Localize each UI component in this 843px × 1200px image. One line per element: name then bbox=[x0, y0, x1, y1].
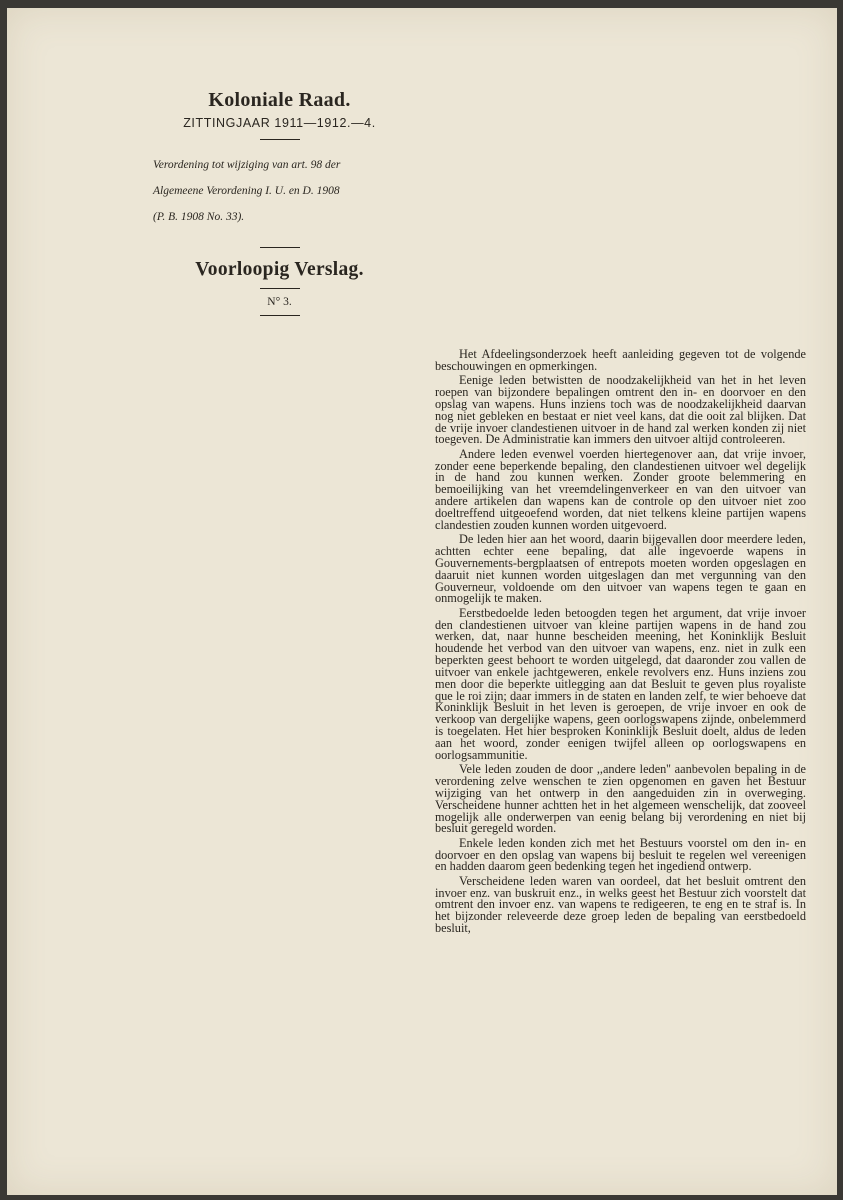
subject-line: (P. B. 1908 No. 33). bbox=[153, 211, 245, 223]
paragraph: Het Afdeelingsonderzoek heeft aanleiding gegeven tot de volgende beschouwingen en opmerkingen. bbox=[435, 347, 806, 373]
subject-description bbox=[147, 146, 412, 237]
report-number: N° 3. bbox=[267, 296, 292, 308]
paragraph: Eerstbedoelde leden betoogden tegen het argument, dat vrije invoer den clandestienen uitvoer van kleine partijen wapens in de hand zou werken, dat, naar hunne bescheiden meening, het Koninklijk Besluit houdende het verbod van den uitvoer van wapens, enz. niet in zulk een beperkten geest behoort te worden uitgelegd, dat daaronder zou vallen de uitvoer van enkele jachtgeweren, enkele revolvers enz. Huns inziens zou men door die beperkte uitlegging aan dat Besluit te geven plus royaliste que le roi zijn; daar immers in de staten en landen zelf, te wier behoeve dat Koninklijk Besluit in het leven is geroepen, de vrije invoer en ook de verkoop van dergelijke wapens, geen oorlogswapens zijnde, onbelemmerd is toegelaten. Het hier besproken Koninklijk Besluit doelt, aldus de leden aan het woord, zonder eenigen twijfel alleen op oorlogswapens en oorlogsammunitie. bbox=[435, 605, 806, 762]
divider bbox=[260, 288, 300, 289]
subject-line: Verordening tot wijziging van art. 98 der bbox=[153, 159, 341, 171]
divider bbox=[260, 315, 300, 316]
paragraph: Andere leden evenwel voerden hiertegenover aan, dat vrije invoer, zonder eene beperkende bepaling, den clandestienen uitvoer wel degelijk in de hand zou kunnen werken. Zonder groote belemmering en bemoeilijking van het vreemdelingenverkeer en van den uitvoer van andere artikelen dan wapens kan de controle op den uitvoer niet zoo doeltreffend uitgeoefend worden, dat niet telkens kleine partijen wapens clandestien zouden kunnen worden uitgevoerd. bbox=[435, 446, 806, 532]
subject-line: Algemeene Verordening I. U. en D. 1908 bbox=[153, 185, 340, 197]
document-header bbox=[147, 88, 412, 316]
paragraph: Enkele leden konden zich met het Bestuurs voorstel om den in- en doorvoer en den opslag van wapens bij besluit te regelen wel vereenigen en hadden daarom geen bedenking tegen het ingediend ontwerp. bbox=[435, 835, 806, 874]
session-year: ZITTINGJAAR 1911—1912.—4. bbox=[183, 116, 376, 130]
paragraph: Vele leden zouden de door ,,andere leden'' aanbevolen bepaling in de verordening zelve wenschen te zien opgenomen en gaven het Bestuur wijziging van het ontwerp in den aangeduiden zin in overweging. Verscheidene hunner achtten het in het algemeen wenschelijk, dat zooveel mogelijk alle onderwerpen van eenig belang bij verordening en niet bij besluit geregeld worden. bbox=[435, 762, 806, 836]
report-title: Voorloopig Verslag. bbox=[195, 259, 364, 280]
paragraph: De leden hier aan het woord, daarin bijgevallen door meerdere leden, achtten echter eene bepaling, dat alle ingevoerde wapens in Gouvernements-bergplaatsen of entrepots moeten worden opgeslagen en daaruit niet kunnen worden uitgeslagen dan met vergunning van den Gouverneur, voldoende om den uitvoer van wapens tegen te gaan en onmogelijk te maken. bbox=[435, 532, 806, 606]
document-page bbox=[7, 8, 837, 1195]
paragraph: Verscheidene leden waren van oordeel, dat het besluit omtrent den invoer enz. van buskruit enz., in welks geest het Bestuur zich voorstelt dat omtrent den invoer enz. van wapens te redigeeren, te eng en te straf is. In het bijzonder releveerde deze groep leden de bepaling van eerstbedoeld besluit, bbox=[435, 873, 806, 936]
report-body bbox=[435, 349, 806, 938]
paragraph: Eenige leden betwistten de noodzakelijkheid van het in het leven roepen van bijzondere bepalingen omtrent den in- en doorvoer en den opslag van wapens. Huns inziens toch was de noodzakelijkheid daarvan nog niet gebleken en bestaat er niet veel kans, dat die ooit zal blijken. Dat de vrije invoer clandestienen uitvoer in de hand zal werken konden zij niet toegeven. De Administratie kan immers den uitvoer altijd controleeren. bbox=[435, 373, 806, 447]
divider bbox=[260, 139, 300, 140]
council-title: Koloniale Raad. bbox=[208, 89, 351, 111]
divider bbox=[260, 247, 300, 248]
